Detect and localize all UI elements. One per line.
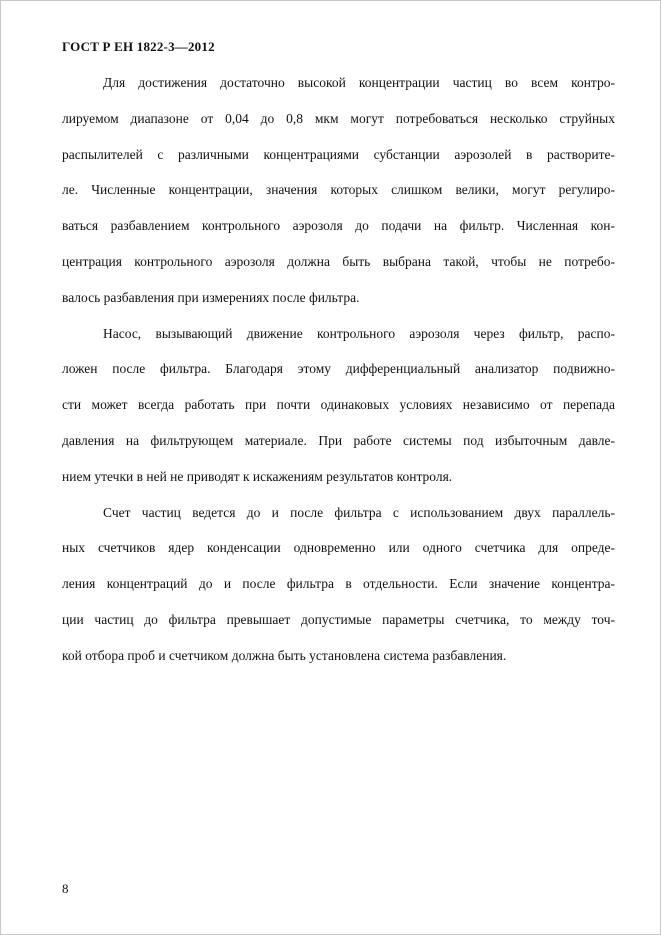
text-line: ления концентраций до и после фильтра в отдельности. Если значение концентра- [62,576,615,592]
text-line: центрация контрольного аэрозоля должна быть выбрана такой, чтобы не потребо- [62,253,615,269]
page-number: 8 [62,881,69,896]
paragraph-dilution [62,65,615,316]
text-line: ложен после фильтра. Благодаря этому дифференциальный анализатор подвижно- [62,361,615,377]
text-line: давления на фильтрующем материале. При работе системы под избыточным давле- [62,432,615,448]
text-line: ле. Численные концентрации, значения которых слишком велики, могут регулиро- [62,182,615,198]
document-header: ГОСТ Р ЕН 1822-3—2012 [62,39,215,54]
text-line: нием утечки в ней не приводят к искажениям результатов контроля. [62,468,453,484]
text-line: лируемом диапазоне от 0,04 до 0,8 мкм могут потребоваться несколько струйных [62,110,615,126]
text-line: ваться разбавлением контрольного аэрозоля до подачи на фильтр. Численная кон- [62,218,615,234]
paragraph-pump [62,316,615,495]
document-body [62,65,615,674]
paragraph-counting [62,495,615,674]
text-line: Насос, вызывающий движение контрольного аэрозоля через фильтр, распо- [103,325,615,341]
text-line: ции частиц до фильтра превышает допустимые параметры счетчика, то между точ- [62,611,615,627]
text-line: Для достижения достаточно высокой концентрации частиц во всем контро- [103,75,615,90]
text-line: распылителей с различными концентрациями субстанции аэрозолей в растворите- [62,146,615,162]
text-line: кой отбора проб и счетчиком должна быть установлена система разбавления. [62,647,507,663]
text-line: ных счетчиков ядер конденсации одновременно или одного счетчика для опреде- [62,540,615,556]
text-line: Счет частиц ведется до и после фильтра с использованием двух параллель- [103,504,615,520]
text-line: валось разбавления при измерениях после фильтра. [62,289,360,305]
text-line: сти может всегда работать при почти одинаковых условиях независимо от перепада [62,397,615,413]
